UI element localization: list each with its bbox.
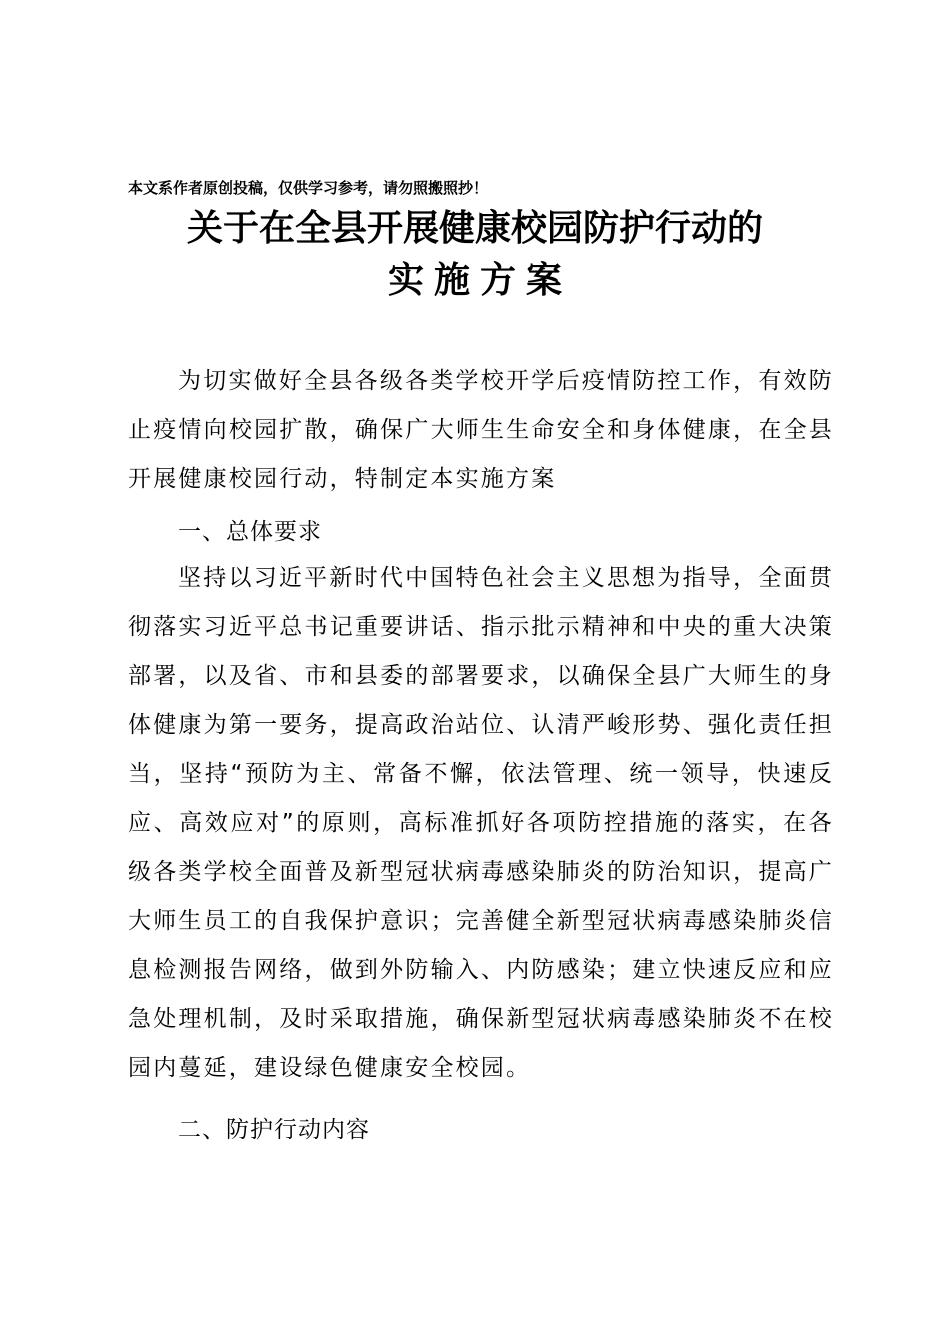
document-title-line-2: 实施方案 <box>387 259 572 301</box>
section-heading-protection-actions: 二、防护行动内容 <box>178 1117 370 1143</box>
section-heading-general-requirements: 一、总体要求 <box>178 519 322 545</box>
copyright-notice: 本文系作者原创投稿，仅供学习参考，请勿照搬照抄！ <box>128 179 489 197</box>
document-title-line-1: 关于在全县开展健康校园防护行动的 <box>186 207 763 249</box>
general-requirements-paragraph: 坚持以习近平新时代中国特色社会主义思想为指导，全面贯彻落实习近平总书记重要讲话、指示批示精神和中央的重大决策部署，以及省、市和县委的部署要求，以确保全县广大师生的身体健康为第一要务，提高政治站位、认清严峻形势、强化责任担当，坚持“预防为主、常备不懈，依法管理、统一领导，快速反应、高效应对”的原则，高标准抓好各项防控措施的落实，在各级各类学校全面普及新型冠状病毒感染肺炎的防治知识，提高广大师生员工的自我保护意识；完善健全新型冠状病毒感染肺炎信息检测报告网络，做到外防输入、内防感染；建立快速反应和应急处理机制，及时采取措施，确保新型冠状病毒感染肺炎不在校园内蔓延，建设绿色健康安全校园。 <box>128 565 834 1081</box>
intro-paragraph: 为切实做好全县各级各类学校开学后疫情防控工作，有效防止疫情向校园扩散，确保广大师生生命安全和身体健康，在全县开展健康校园行动，特制定本实施方案 <box>128 368 834 492</box>
